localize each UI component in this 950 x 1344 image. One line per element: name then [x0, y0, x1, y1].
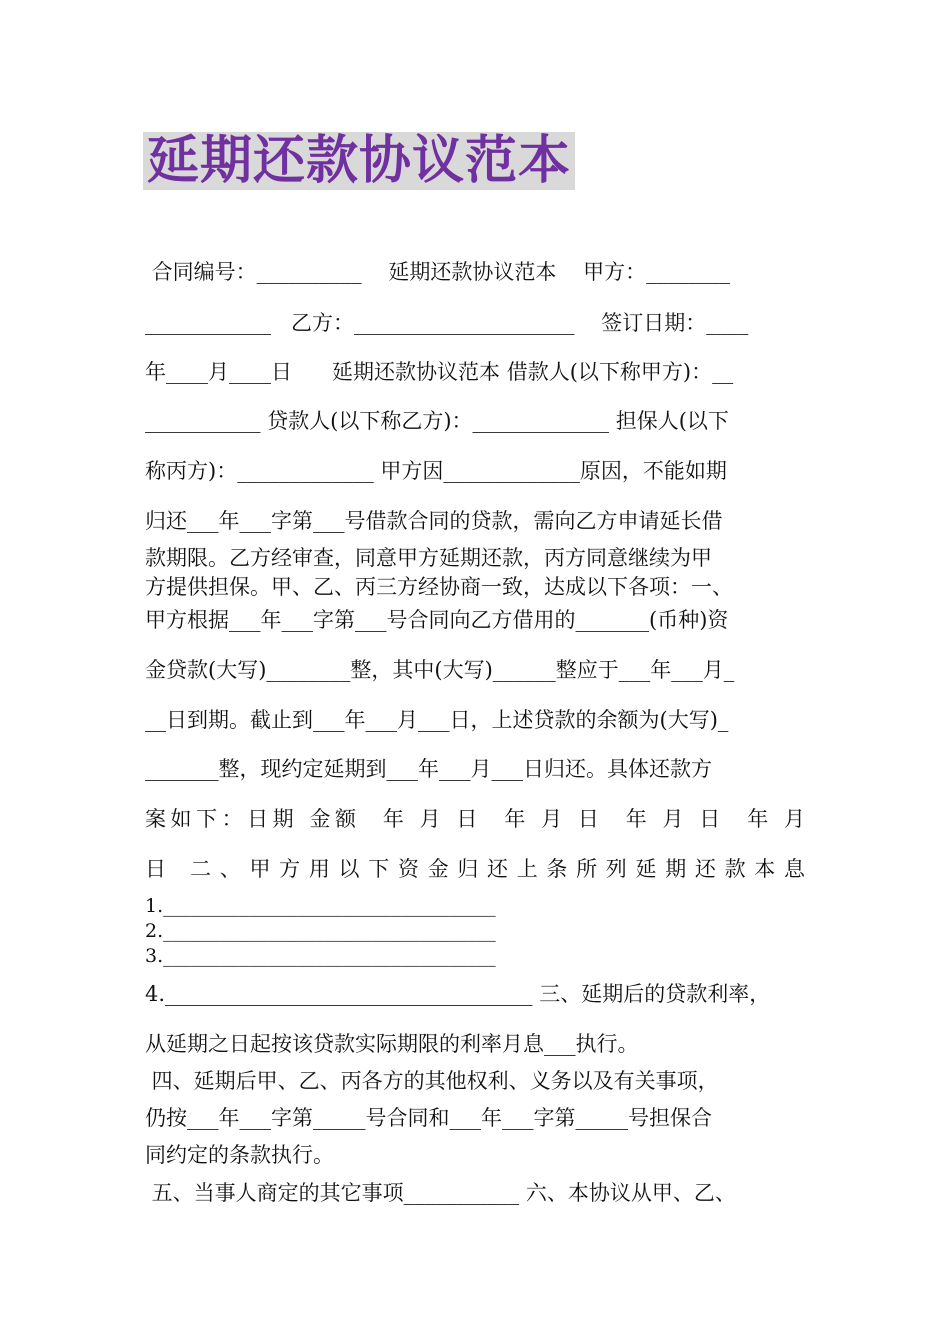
body-line: 从延期之日起按该贷款实际期限的利率月息___执行。 [145, 1032, 639, 1056]
body-line: 归还___年___字第___号借款合同的贷款，需向乙方申请延长借 [145, 509, 723, 533]
list-item: 3.___________________________________ [145, 945, 496, 967]
list-item: 2.___________________________________ [145, 920, 496, 942]
body-line: 称丙方)：_____________ 甲方因_____________原因，不能如期 [145, 459, 727, 483]
body-line: 金贷款(大写)________整，其中(大写)______整应于___年___月_ [145, 658, 735, 682]
body-line: 甲方根据___年___字第___号合同向乙方借用的_______(币种)资 [145, 608, 729, 632]
body-line: ___________ 贷款人(以下称乙方)：_____________ 担保人(以下 [145, 409, 729, 433]
list-item: 4.___________________________________ 三、延期后的贷款利率， [145, 982, 771, 1006]
body-line: 案如下：日期 金额 年 月 日 年 月 日 年 月 日 年 月 [145, 807, 805, 831]
body-line: ____________ 乙方：_____________________ 签订日期：____ [145, 311, 749, 335]
body-line: 合同编号：__________ 延期还款协议范本 甲方：________ [145, 260, 731, 284]
body-line: __日到期。截止到___年___月___日，上述贷款的余额为(大写)_ [145, 708, 729, 732]
body-line: 四、延期后甲、乙、丙各方的其他权利、义务以及有关事项， [145, 1069, 719, 1093]
body-line: 方提供担保。甲、乙、丙三方经协商一致，达成以下各项：一、 [145, 575, 733, 599]
body-line: 年____月____日 延期还款协议范本 借款人(以下称甲方)：__ [145, 360, 734, 384]
body-line: 仍按___年___字第_____号合同和___年___字第_____号担保合 [145, 1106, 712, 1130]
body-line: 日 二、甲方用以下资金归还上条所列延期还款本息 [145, 857, 805, 881]
body-line: _______整，现约定延期到___年___月___日归还。具体还款方 [145, 757, 712, 781]
body-line: 款期限。乙方经审查，同意甲方延期还款，丙方同意继续为甲 [145, 546, 712, 570]
list-item: 1.___________________________________ [145, 895, 496, 917]
document-title: 延期还款协议范本 [143, 132, 575, 190]
body-line: 同约定的条款执行。 [145, 1143, 334, 1167]
body-line: 五、当事人商定的其它事项___________ 六、本协议从甲、乙、 [145, 1181, 736, 1205]
